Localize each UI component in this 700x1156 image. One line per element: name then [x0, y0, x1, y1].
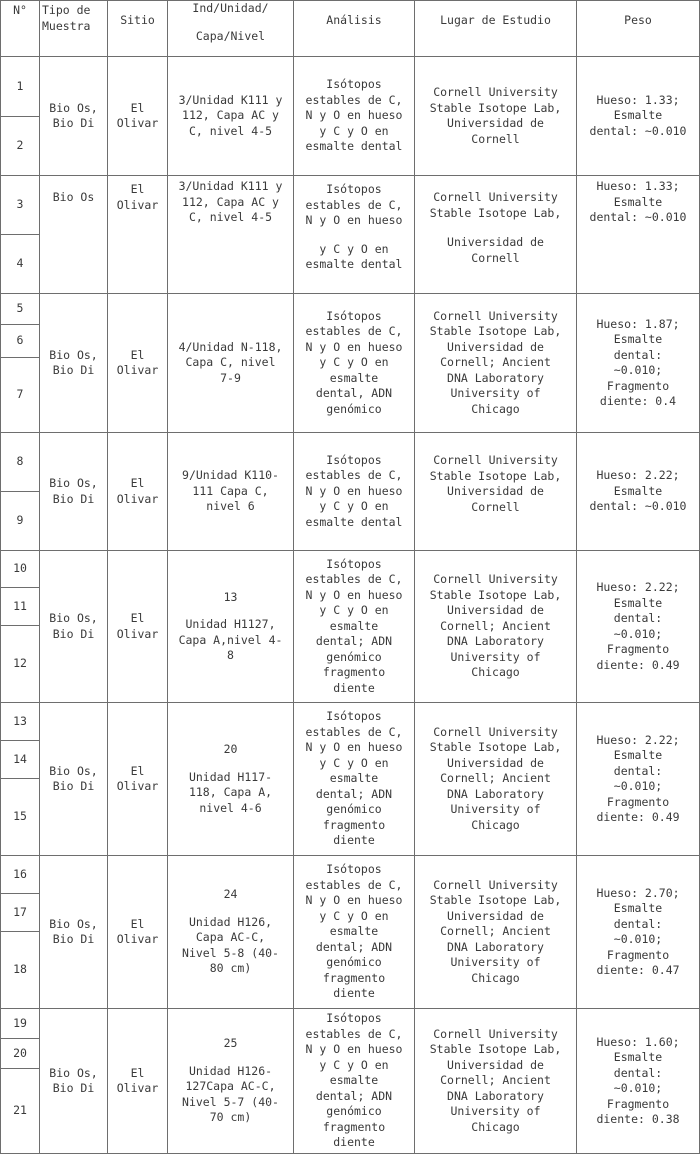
lugar-cell: Cornell University Stable Isotope Lab, Universidad de Cornell; Ancient DNA Laboratory University of Chicago	[415, 1009, 577, 1154]
table-row	[1, 433, 700, 492]
ind-cell: 9/Unidad K110- 111 Capa C, nivel 6	[168, 433, 294, 551]
table-row	[1, 294, 700, 325]
tipo-cell: Bio Os, Bio Di	[40, 57, 108, 176]
analisis-cell-bottom: y C y O en esmalte dental	[305, 241, 403, 271]
sitio-cell: El Olivar	[108, 856, 168, 1009]
peso-cell: Hueso: 1.87; Esmalte dental: ~0.010; Fragmento diente: 0.4	[577, 294, 700, 433]
tipo-cell: Bio Os, Bio Di	[40, 294, 108, 433]
sitio-cell: El Olivar	[108, 703, 168, 856]
table-row	[1, 1009, 700, 1039]
table-row	[1, 703, 700, 741]
row-number: 6	[1, 325, 40, 358]
peso-cell: Hueso: 2.22; Esmalte dental: ~0.010	[577, 433, 700, 551]
lugar-cell: Cornell University Stable Isotope Lab, Universidad de Cornell; Ancient DNA Laboratory University of Chicago	[415, 703, 577, 856]
row-number: 13	[1, 703, 40, 741]
header-row	[1, 1, 700, 57]
sitio-cell: El Olivar	[108, 176, 168, 294]
table-row	[1, 856, 700, 894]
row-number: 21	[1, 1069, 40, 1154]
ind-cell	[168, 703, 294, 856]
header-ind-line1: Ind/Unidad/	[192, 1, 269, 15]
analisis-cell: Isótopos estables de C, N y O en hueso y C y O en esmalte dental; ADN genómico fragmento diente	[294, 856, 415, 1009]
ind-cell	[168, 856, 294, 1009]
row-number: 19	[1, 1009, 40, 1039]
sitio-cell: El Olivar	[108, 294, 168, 433]
sitio-cell: El Olivar	[108, 1009, 168, 1154]
header-num: N°	[1, 1, 40, 57]
sitio-cell: El Olivar	[108, 551, 168, 703]
analisis-cell	[294, 176, 415, 294]
tipo-cell: Bio Os, Bio Di	[40, 433, 108, 551]
ind-number: 13	[223, 589, 238, 604]
lugar-cell: Cornell University Stable Isotope Lab, Universidad de Cornell; Ancient DNA Laboratory University of Chicago	[415, 294, 577, 433]
lugar-cell: Cornell University Stable Isotope Lab, Universidad de Cornell	[415, 57, 577, 176]
tipo-cell: Bio Os, Bio Di	[40, 703, 108, 856]
ind-cell: 4/Unidad N-118, Capa C, nivel 7-9	[168, 294, 294, 433]
header-ind	[168, 1, 294, 57]
analisis-cell: Isótopos estables de C, N y O en hueso y C y O en esmalte dental, ADN genómico	[294, 294, 415, 433]
tipo-cell: Bio Os, Bio Di	[40, 551, 108, 703]
analisis-cell: Isótopos estables de C, N y O en hueso y C y O en esmalte dental; ADN genómico fragmento diente	[294, 703, 415, 856]
row-number: 11	[1, 588, 40, 626]
analisis-cell: Isótopos estables de C, N y O en hueso y C y O en esmalte dental	[294, 57, 415, 176]
row-number: 3	[1, 176, 40, 235]
row-number: 10	[1, 551, 40, 588]
row-number: 4	[1, 235, 40, 294]
row-number: 9	[1, 492, 40, 551]
row-number: 5	[1, 294, 40, 325]
row-number: 20	[1, 1039, 40, 1069]
row-number: 1	[1, 57, 40, 117]
ind-cell: 3/Unidad K111 y 112, Capa AC y C, nivel 4-5	[168, 176, 294, 294]
sitio-cell: El Olivar	[108, 433, 168, 551]
peso-cell: Hueso: 2.22; Esmalte dental: ~0.010; Fragmento diente: 0.49	[577, 551, 700, 703]
row-number: 17	[1, 894, 40, 932]
ind-detail: Unidad H1127, Capa A,nivel 4- 8	[178, 617, 283, 662]
table-row	[1, 57, 700, 117]
header-lugar: Lugar de Estudio	[415, 1, 577, 57]
peso-cell: Hueso: 1.33; Esmalte dental: ~0.010	[577, 176, 700, 294]
ind-cell	[168, 551, 294, 703]
peso-cell: Hueso: 2.70; Esmalte dental: ~0.010; Fragmento diente: 0.47	[577, 856, 700, 1009]
sitio-cell: El Olivar	[108, 57, 168, 176]
ind-cell	[168, 1009, 294, 1154]
header-analisis: Análisis	[294, 1, 415, 57]
lugar-cell: Cornell University Stable Isotope Lab, Universidad de Cornell	[415, 433, 577, 551]
peso-cell: Hueso: 2.22; Esmalte dental: ~0.010; Fragmento diente: 0.49	[577, 703, 700, 856]
analisis-cell: Isótopos estables de C, N y O en hueso y C y O en esmalte dental; ADN genómico fragmento diente	[294, 551, 415, 703]
analisis-cell-top: Isótopos estables de C, N y O en hueso	[305, 182, 403, 227]
ind-detail: Unidad H117- 118, Capa A, nivel 4-6	[188, 769, 273, 815]
peso-cell: Hueso: 1.60; Esmalte dental: ~0.010; Fragmento diente: 0.38	[577, 1009, 700, 1154]
lugar-cell-bottom: Universidad de Cornell	[447, 235, 544, 265]
tipo-cell: Bio Os, Bio Di	[40, 1009, 108, 1154]
ind-cell: 3/Unidad K111 y 112, Capa AC y C, nivel 4-5	[168, 57, 294, 176]
header-peso: Peso	[577, 1, 700, 57]
table-row	[1, 551, 700, 588]
table-row	[1, 176, 700, 235]
header-tipo: Tipo de Muestra	[40, 1, 108, 57]
row-number: 14	[1, 741, 40, 779]
row-number: 12	[1, 626, 40, 703]
lugar-cell: Cornell University Stable Isotope Lab, Universidad de Cornell; Ancient DNA Laboratory University of Chicago	[415, 856, 577, 1009]
ind-number: 20	[223, 742, 238, 756]
lugar-cell	[415, 176, 577, 294]
tipo-cell: Bio Os	[40, 176, 108, 294]
row-number: 2	[1, 117, 40, 176]
ind-number: 24	[223, 887, 238, 902]
row-number: 8	[1, 433, 40, 492]
tipo-cell: Bio Os, Bio Di	[40, 856, 108, 1009]
ind-number: 25	[223, 1036, 238, 1051]
row-number: 18	[1, 932, 40, 1009]
header-sitio: Sitio	[108, 1, 168, 57]
row-number: 16	[1, 856, 40, 894]
ind-detail: Unidad H126, Capa AC-C, Nivel 5-8 (40- 80 cm)	[182, 914, 279, 976]
row-number: 15	[1, 779, 40, 856]
lugar-cell: Cornell University Stable Isotope Lab, Universidad de Cornell; Ancient DNA Laboratory University of Chicago	[415, 551, 577, 703]
analisis-cell: Isótopos estables de C, N y O en hueso y C y O en esmalte dental	[294, 433, 415, 551]
header-ind-line2: Capa/Nivel	[195, 28, 266, 43]
peso-cell: Hueso: 1.33; Esmalte dental: ~0.010	[577, 57, 700, 176]
ind-detail: Unidad H126- 127Capa AC-C, Nivel 5-7 (40- 70 cm)	[182, 1063, 279, 1125]
row-number: 7	[1, 358, 40, 433]
analisis-cell: Isótopos estables de C, N y O en hueso y C y O en esmalte dental; ADN genómico fragmento diente	[294, 1009, 415, 1154]
lugar-cell-top: Cornell University Stable Isotope Lab,	[429, 190, 562, 220]
